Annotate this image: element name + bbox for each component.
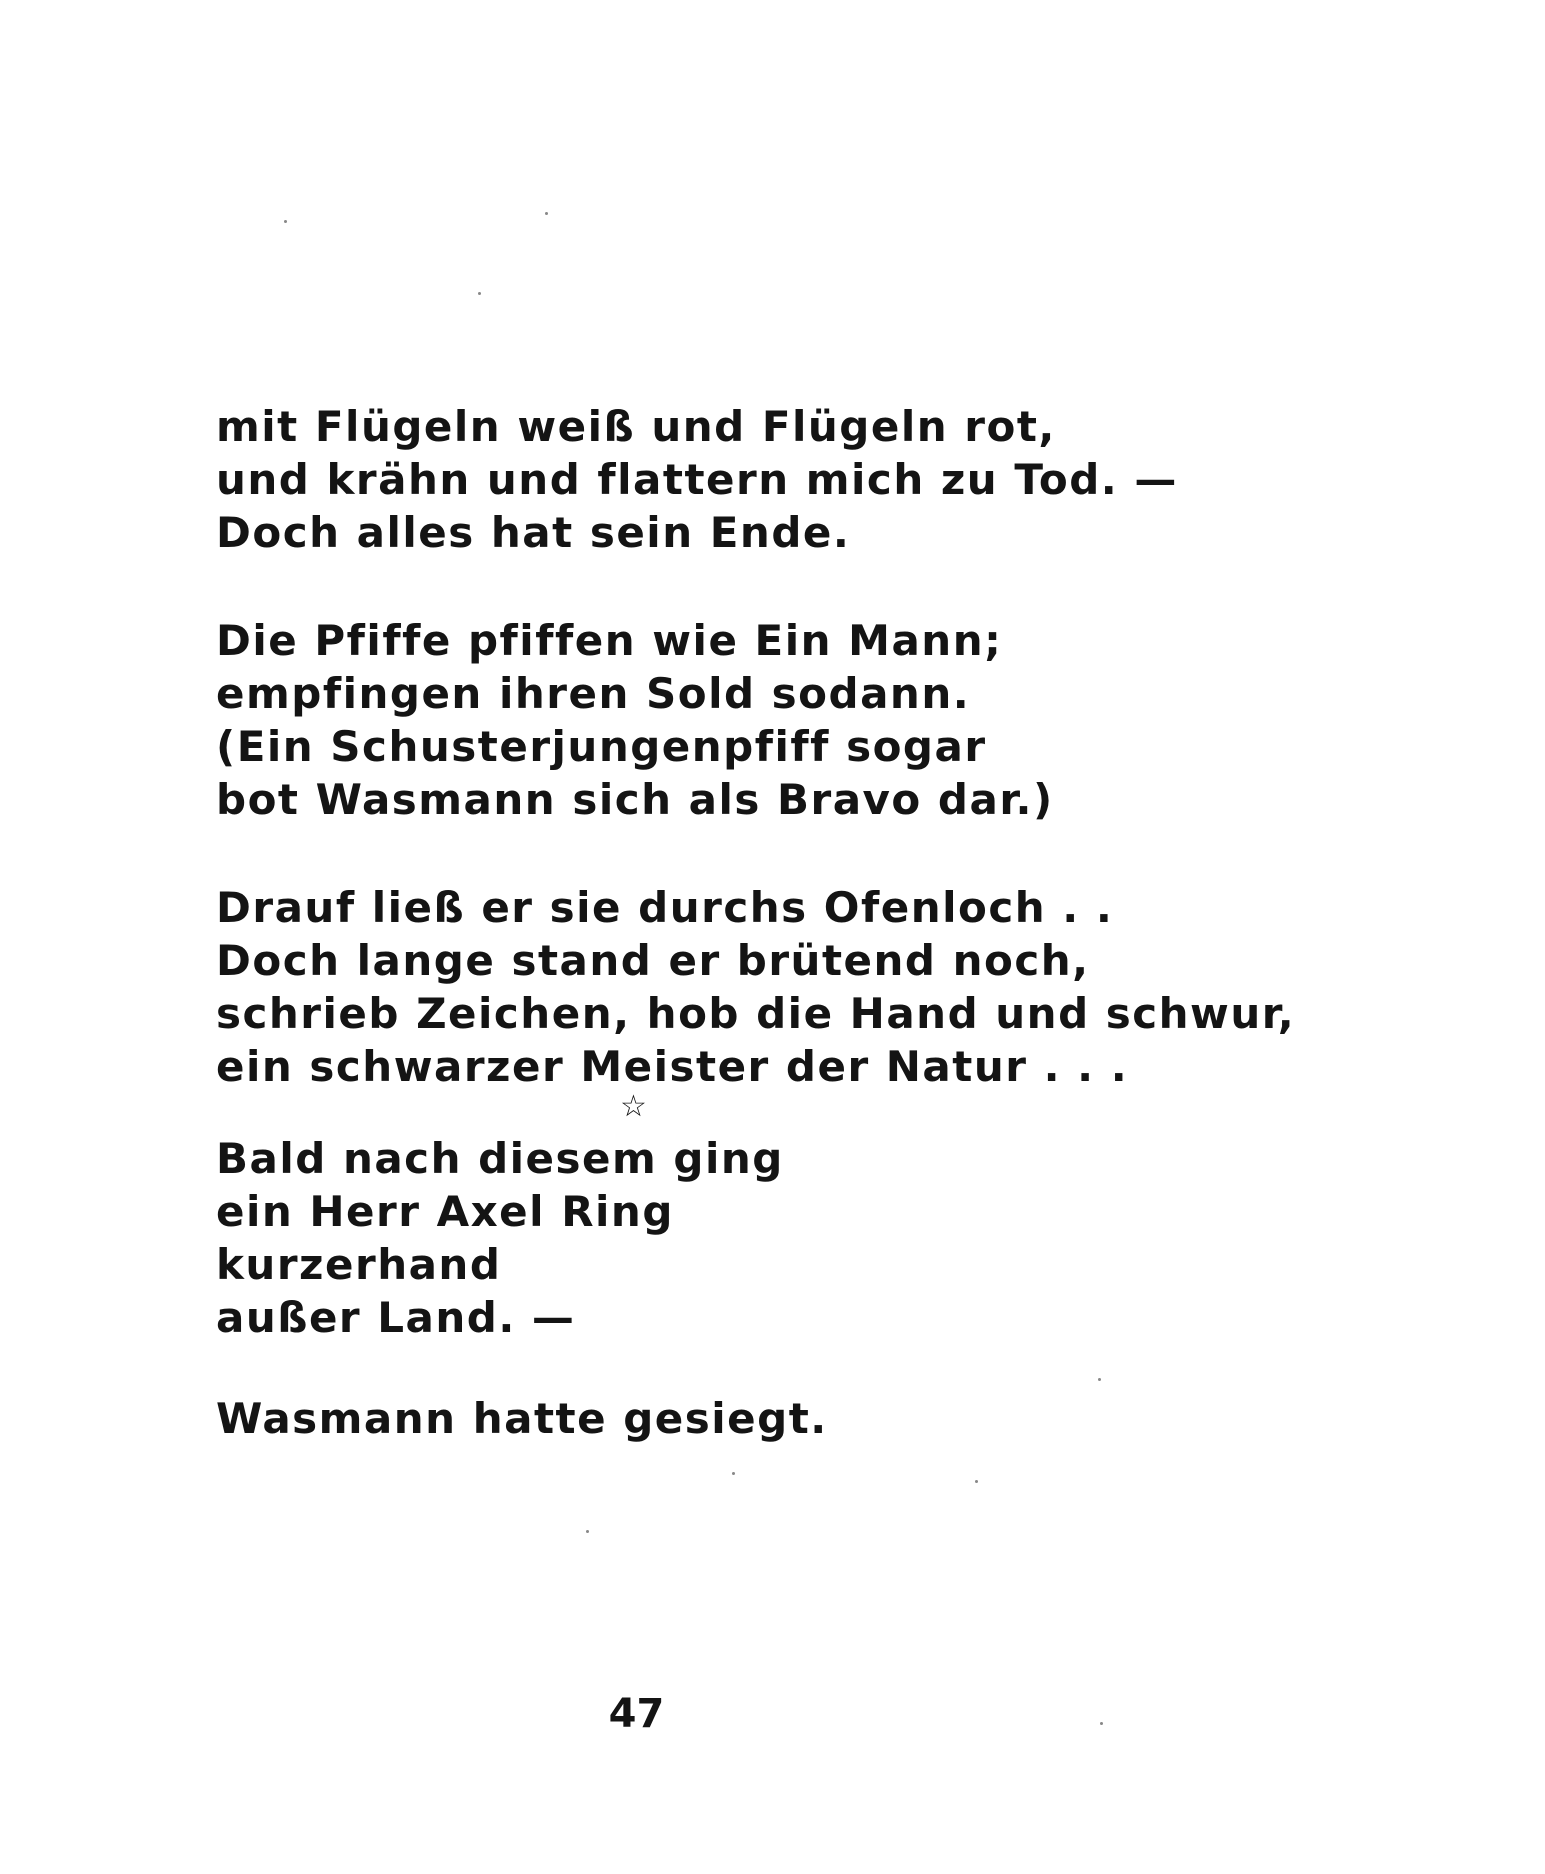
- stanza-5: [216, 1392, 1316, 1445]
- paper-speck: [732, 1472, 735, 1475]
- stanza-1: [216, 400, 1316, 559]
- verse-line: bot Wasmann sich als Bravo dar.): [216, 775, 1054, 824]
- verse-line: schrieb Zeichen, hob die Hand und schwur,: [216, 989, 1296, 1038]
- verse-line: Wasmann hatte gesiegt.: [216, 1394, 828, 1443]
- paper-speck: [284, 220, 287, 223]
- paper-speck: [1100, 1722, 1103, 1725]
- verse-line: Bald nach diesem ging: [216, 1134, 784, 1183]
- verse-line: ein Herr Axel Ring: [216, 1187, 674, 1236]
- section-star-separator: ☆: [620, 1089, 647, 1124]
- paper-speck: [478, 292, 481, 295]
- stanza-3: [216, 881, 1316, 1093]
- poem-part-2: [216, 1132, 1316, 1344]
- verse-line: empfingen ihren Sold sodann.: [216, 669, 971, 718]
- verse-line: Doch lange stand er brütend noch,: [216, 936, 1090, 985]
- verse-line: Drauf ließ er sie durchs Ofenloch . .: [216, 883, 1114, 932]
- stanza-gap: [216, 559, 1316, 614]
- verse-line: Doch alles hat sein Ende.: [216, 508, 851, 557]
- paper-speck: [975, 1480, 978, 1483]
- page-number: 47: [608, 1691, 665, 1737]
- verse-line: außer Land. —: [216, 1293, 576, 1342]
- poem-part-1: [216, 400, 1316, 1093]
- verse-line: ein schwarzer Meister der Natur . . .: [216, 1042, 1129, 1091]
- stanza-4: [216, 1132, 1316, 1344]
- verse-line: und krähn und flattern mich zu Tod. —: [216, 455, 1178, 504]
- verse-line: Die Pfiffe pfiffen wie Ein Mann;: [216, 616, 1003, 665]
- verse-line: (Ein Schusterjungenpfiff sogar: [216, 722, 987, 771]
- poem-part-3: [216, 1392, 1316, 1445]
- paper-speck: [586, 1530, 589, 1533]
- paper-speck: [545, 212, 548, 215]
- paper-speck: [1098, 1378, 1101, 1381]
- verse-line: mit Flügeln weiß und Flügeln rot,: [216, 402, 1056, 451]
- stanza-gap: [216, 826, 1316, 881]
- verse-line: kurzerhand: [216, 1240, 502, 1289]
- stanza-2: [216, 614, 1316, 826]
